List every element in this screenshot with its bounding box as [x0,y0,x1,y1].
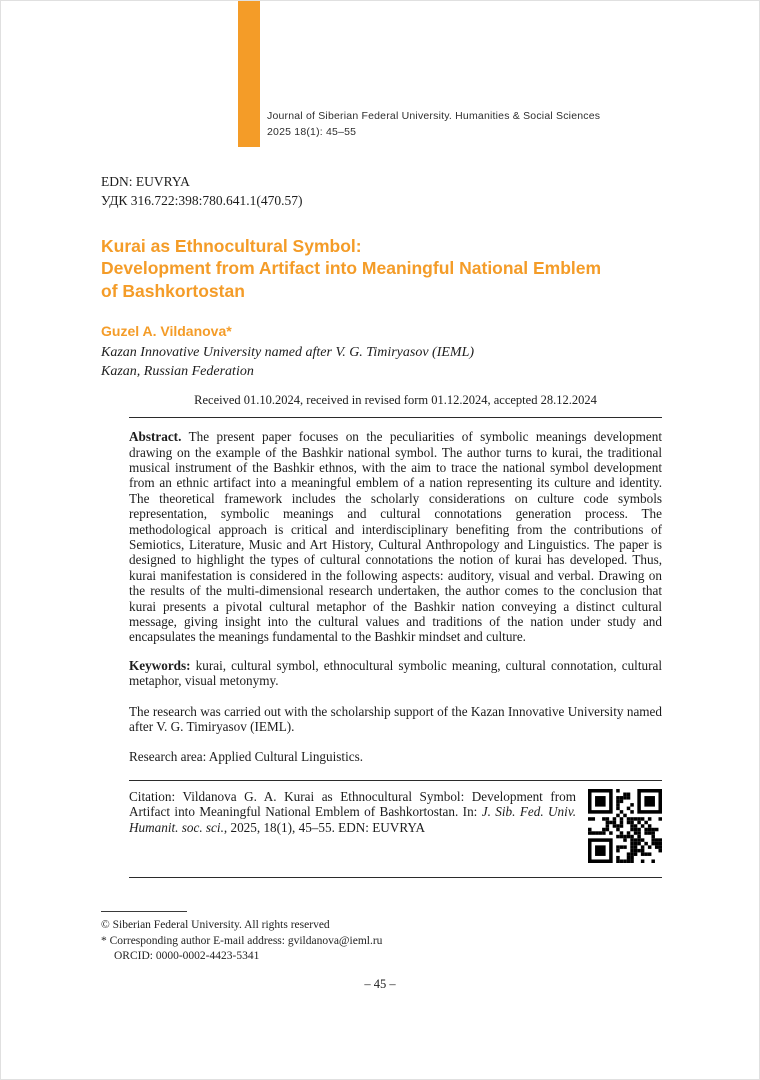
footnotes [101,911,662,965]
citation-block [129,780,662,878]
corresponding-author-line: * Corresponding author E-mail address: gvildanova@ieml.ru [101,934,383,947]
article-content [101,173,662,878]
received-dates: Received 01.10.2024, received in revised form 01.12.2024, accepted 28.12.2024 [194,393,597,408]
abstract-text: The present paper focuses on the peculiarities of symbolic meanings development drawing on the example of the Bashkir national symbol. The author turns to kurai, the traditional musical instrument of the Bashkir ethnos, with the aim to trace the national symbol development from an ethnic artifact into a meaningful emblem of a nation representing its culture and identity. The theoretical framework includes the scholarly considerations on culture code symbols representation, symbolic meanings and cultural connotations generation process. The methodological approach is critical and interdisciplinary benefiting from the contributions of Semiotics, Literature, Music and Art History, Cultural Anthropology and Linguistics. The paper is designed to highlight the types of cultural connotations the notion of kurai has developed. Thus, kurai manifestation is considered in the following aspects: auditory, visual and verbal. Drawing on the results of the multi-dimensional research undertaken, the author comes to the conclusion that kurai presents a pivotal cultural metaphor of the Bashkir nation conveying a distinct cultural message, giving insight into the cultural values and traditions of the nation under study and encapsulates the meanings fundamental to the Bashkir mindset and culture. [129,429,663,645]
funding-note: The research was carried out with the scholarship support of the Kazan Innovative University named after V. G. Timiryasov (IEML). [129,703,662,735]
title-line: of Bashkortostan [101,280,245,301]
keywords-label: Keywords: [129,657,191,673]
research-area: Research area: Applied Cultural Linguistics. [129,749,364,765]
footnote-rule [101,911,187,912]
journal-title: Journal of Siberian Federal University. Humanities & Social Sciences [267,110,601,122]
title-line: Kurai as Ethnocultural Symbol: [101,235,362,256]
affiliation-institution: Kazan Innovative University named after V. G. Timiryasov (IEML) [101,344,475,360]
orcid-line: ORCID: 0000-0002-4423-5341 [114,950,260,962]
keywords-text: kurai, cultural symbol, ethnocultural symbolic meaning, cultural connotation, cultural metaphor, visual metonymy. [129,657,662,689]
citation-part-plain: Citation: Vildanova G. A. Kurai as Ethnocultural Symbol: Development from Artifact into Meaningful National Emblem of Bashkortostan. In: [129,788,576,820]
author-name: Guzel A. Vildanova* [101,322,232,339]
abstract-paragraph [129,429,662,645]
keywords-paragraph [129,658,662,689]
divider-top [129,417,662,418]
edn-code: EDN: EUVRYA [101,174,190,189]
affiliation-location: Kazan, Russian Federation [101,363,254,379]
article-title [101,235,662,302]
citation-part-tail: , 2025, 18(1), 45–55. EDN: EUVRYA [223,819,425,835]
accent-bar [238,1,260,147]
article-meta [101,173,662,211]
abstract-label: Abstract. [129,429,182,445]
qr-code [588,789,662,863]
copyright-line: © Siberian Federal University. All rights reserved [101,919,330,931]
page-number: – 45 – [364,977,396,991]
title-line: Development from Artifact into Meaningful National Emblem [101,258,602,279]
author-affiliation [101,344,662,381]
citation-journal-abbrev: J. Sib. Fed. Univ. Humanit. soc. sci. [129,804,576,835]
abstract-section [129,393,662,878]
citation-text [129,789,662,835]
udk-code: УДК 316.722:398:780.641.1(470.57) [101,192,303,208]
journal-header [267,109,600,141]
journal-issue: 2025 18(1): 45–55 [267,125,357,138]
